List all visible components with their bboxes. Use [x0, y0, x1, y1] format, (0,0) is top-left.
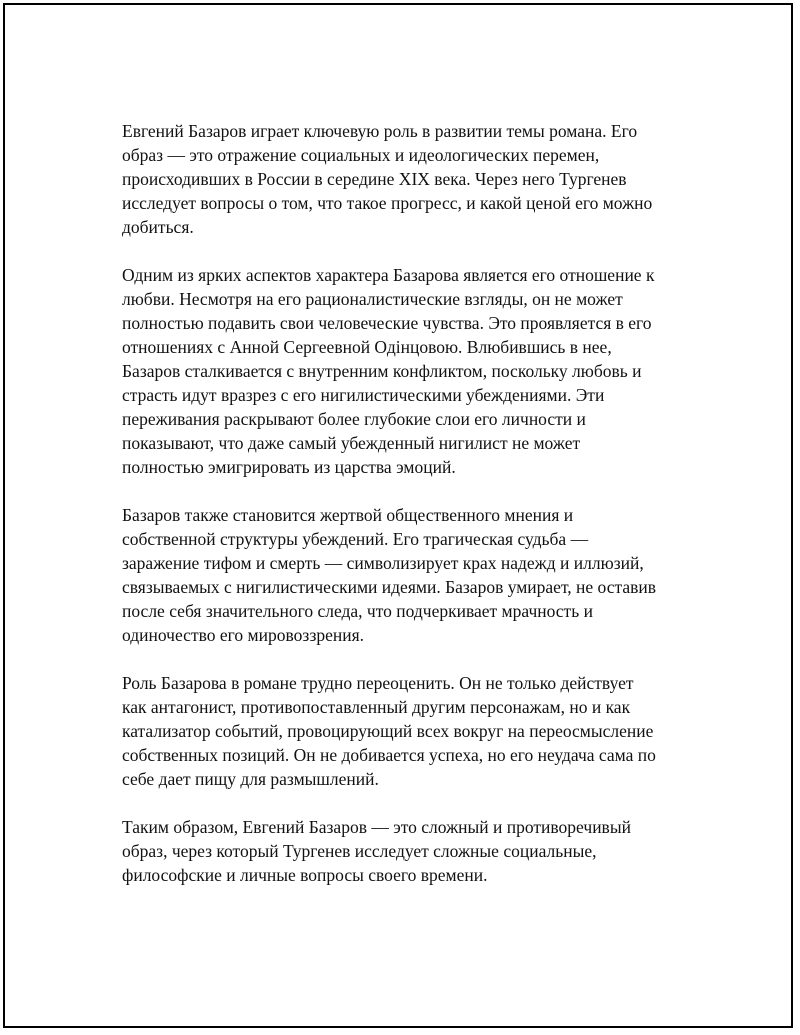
text-line: заражение тифом и смерть — символизирует крах надежд и иллюзий,: [122, 553, 644, 573]
text-line: собственной структуры убеждений. Его трагическая судьба —: [122, 529, 589, 549]
page-frame: [3, 3, 793, 1028]
text-line: переживания раскрывают более глубокие слои его личности и: [122, 409, 586, 429]
text-line: Евгений Базаров играет ключевую роль в развитии темы романа. Его: [122, 121, 638, 141]
paragraph-3: [122, 503, 697, 647]
text-line: полностью подавить свои человеческие чувства. Это проявляется в его: [122, 313, 652, 333]
text-line: Одним из ярких аспектов характера Базарова является его отношение к: [122, 265, 655, 285]
text-line: отношениях с Анной Сергеевной Одінцовою. Влюбившись в нее,: [122, 337, 612, 357]
text-line: полностью эмигрировать из царства эмоций.: [122, 457, 456, 477]
text-line: показывают, что даже самый убежденный нигилист не может: [122, 433, 581, 453]
document-body: [122, 119, 697, 911]
text-line: одиночество его мировоззрения.: [122, 625, 365, 645]
text-line: собственных позиций. Он не добивается успеха, но его неудача сама по: [122, 745, 656, 765]
text-line: как антагонист, противопоставленный другим персонажам, но и как: [122, 697, 631, 717]
text-line: Таким образом, Евгений Базаров — это сложный и противоречивый: [122, 817, 631, 837]
text-line: Базаров сталкивается с внутренним конфликтом, поскольку любовь и: [122, 361, 642, 381]
text-line: Роль Базарова в романе трудно переоценить. Он не только действует: [122, 673, 634, 693]
paragraph-4: [122, 671, 697, 791]
text-line: после себя значительного следа, что подчеркивает мрачность и: [122, 601, 593, 621]
text-line: происходивших в России в середине XIX века. Через него Тургенев: [122, 169, 627, 189]
text-line: себе дает пищу для размышлений.: [122, 769, 379, 789]
paragraph-1: [122, 119, 697, 239]
text-line: исследует вопросы о том, что такое прогресс, и какой ценой его можно: [122, 193, 653, 213]
text-line: катализатор событий, провоцирующий всех вокруг на переосмысление: [122, 721, 654, 741]
paragraph-2: [122, 263, 697, 479]
text-line: образ, через который Тургенев исследует сложные социальные,: [122, 841, 597, 861]
text-line: образ — это отражение социальных и идеологических перемен,: [122, 145, 600, 165]
text-line: страсть идут вразрез с его нигилистическими убеждениями. Эти: [122, 385, 605, 405]
text-line: Базаров также становится жертвой общественного мнения и: [122, 505, 574, 525]
text-line: добиться.: [122, 217, 194, 237]
paragraph-5: [122, 815, 697, 887]
text-line: связываемых с нигилистическими идеями. Базаров умирает, не оставив: [122, 577, 657, 597]
text-line: любви. Несмотря на его рационалистические взгляды, он не может: [122, 289, 623, 309]
text-line: философские и личные вопросы своего времени.: [122, 865, 488, 885]
